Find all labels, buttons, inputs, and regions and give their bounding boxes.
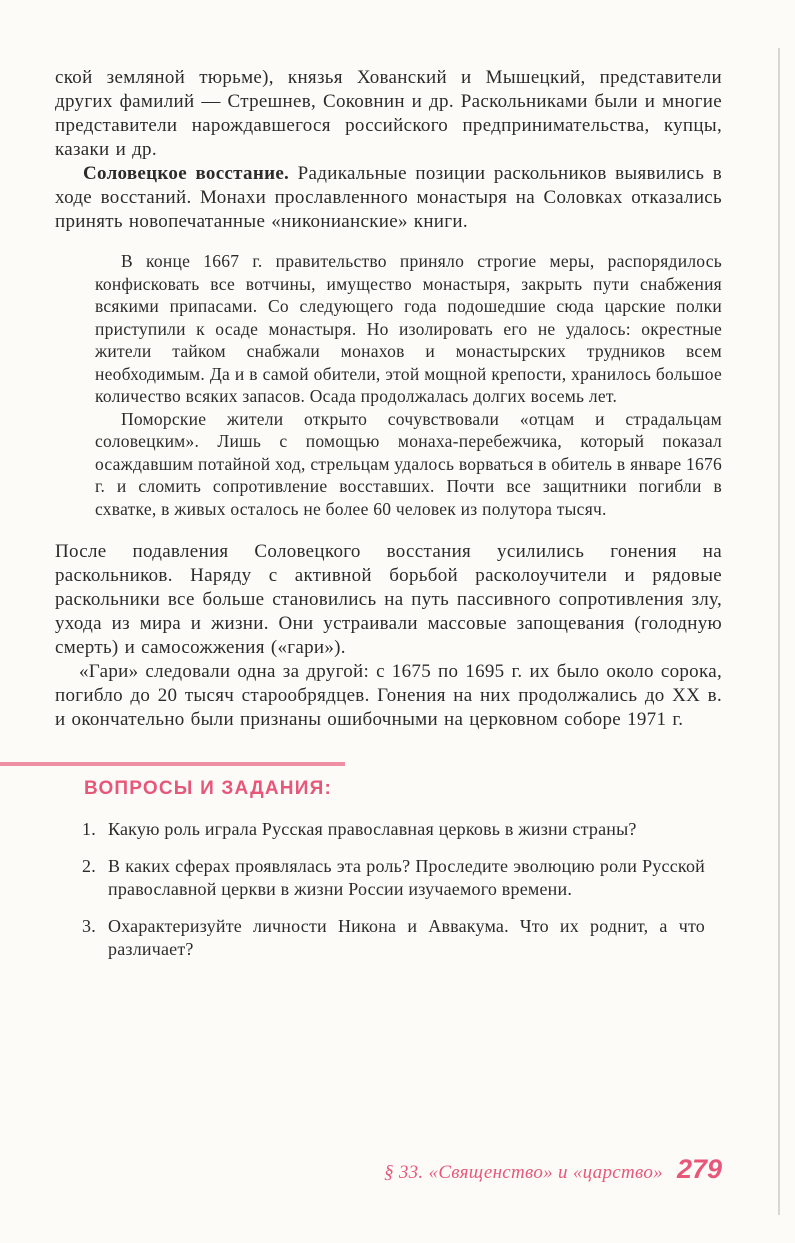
inset-paragraph-siege: В конце 1667 г. правительство приняло строгие меры, распорядилось конфисковать все вотчины, имущество монастыря, закрыть пути снабжения всякими припасами. Со следующего года подошедшие сюда царские полки приступили к осаде монастыря. Но изолировать его не удалось: окрестные жители тайком снабжали монахов и монастырских трудников всем необходимым. Да и в самой обители, этой мощной крепости, хранилось большое количество всяких запасов. Осада продолжалась долгих восемь лет. (95, 251, 722, 406)
page-number: 279 (676, 1154, 722, 1184)
section-divider-line (0, 762, 345, 766)
paragraph-solovetsky-uprising (55, 162, 722, 234)
paragraph-persecution: После подавления Соловецкого восстания усилились гонения на раскольников. Наряду с активной борьбой расколоучители и рядовые раскольники все больше становились на путь пассивного сопротивления злу, ухода из мира и жизни. Они устраивали массовые запощевания (голодную смерть) и самосожжения («гари»). (55, 541, 722, 658)
paragraph-lead-rest: Радикальные позиции раскольников выявились в ходе восстаний. Монахи прославленного монастыря на Соловках отказались принять новопечатанные «никонианские» книги. (55, 163, 723, 232)
question-text: Охарактеризуйте личности Никона и Аввакума. Что их роднит, а что различает? (108, 916, 705, 959)
paragraph-continuation: ской земляной тюрьме), князья Хованский и Мышецкий, представители других фамилий — Стрешнев, Соковнин и др. Раскольниками были и многие представители нарождавшегося российского предпринимательства, купцы, казаки и др. (55, 67, 722, 160)
questions-heading: ВОПРОСЫ И ЗАДАНИЯ: (84, 778, 332, 799)
page-edge-line (778, 48, 780, 1215)
inset-paragraph-fall: Поморские жители открыто сочувствовали «отцам и страдальцам соловецким». Лишь с помощью монаха-перебежчика, который показал осаждавшим потайной ход, стрельцам удалось ворваться в обитель в январе 1676 г. и сломить сопротивление восставших. Почти все защитники погибли в схватке, в живых осталось не более 60 человек из полутора тысяч. (95, 408, 722, 519)
paragraph-gari: «Гари» следовали одна за другой: с 1675 по 1695 г. их было около сорока, погибло до 20 тысяч старообрядцев. Гонения на них продолжались до XX в. и окончательно были признаны ошибочными на церковном соборе 1971 г. (55, 661, 722, 730)
footer-section-title: § 33. «Священство» и «царство» (383, 1162, 663, 1183)
question-text: В каких сферах проявлялась эта роль? Проследите эволюцию роли Русской православной церкви в жизни России изучаемого времени. (108, 856, 705, 899)
question-number: 2. (82, 856, 96, 876)
question-item-1 (82, 818, 705, 841)
inset-reading-block (95, 250, 722, 520)
questions-section (0, 762, 795, 961)
page-footer (384, 1154, 722, 1185)
questions-list (82, 818, 705, 961)
question-number: 1. (82, 819, 96, 839)
question-item-3 (82, 915, 705, 961)
paragraph-lead-bold: Соловецкое восстание. (83, 163, 290, 184)
question-item-2 (82, 855, 705, 901)
question-text: Какую роль играла Русская православная церковь в жизни страны? (108, 819, 637, 839)
question-number: 3. (82, 916, 96, 936)
